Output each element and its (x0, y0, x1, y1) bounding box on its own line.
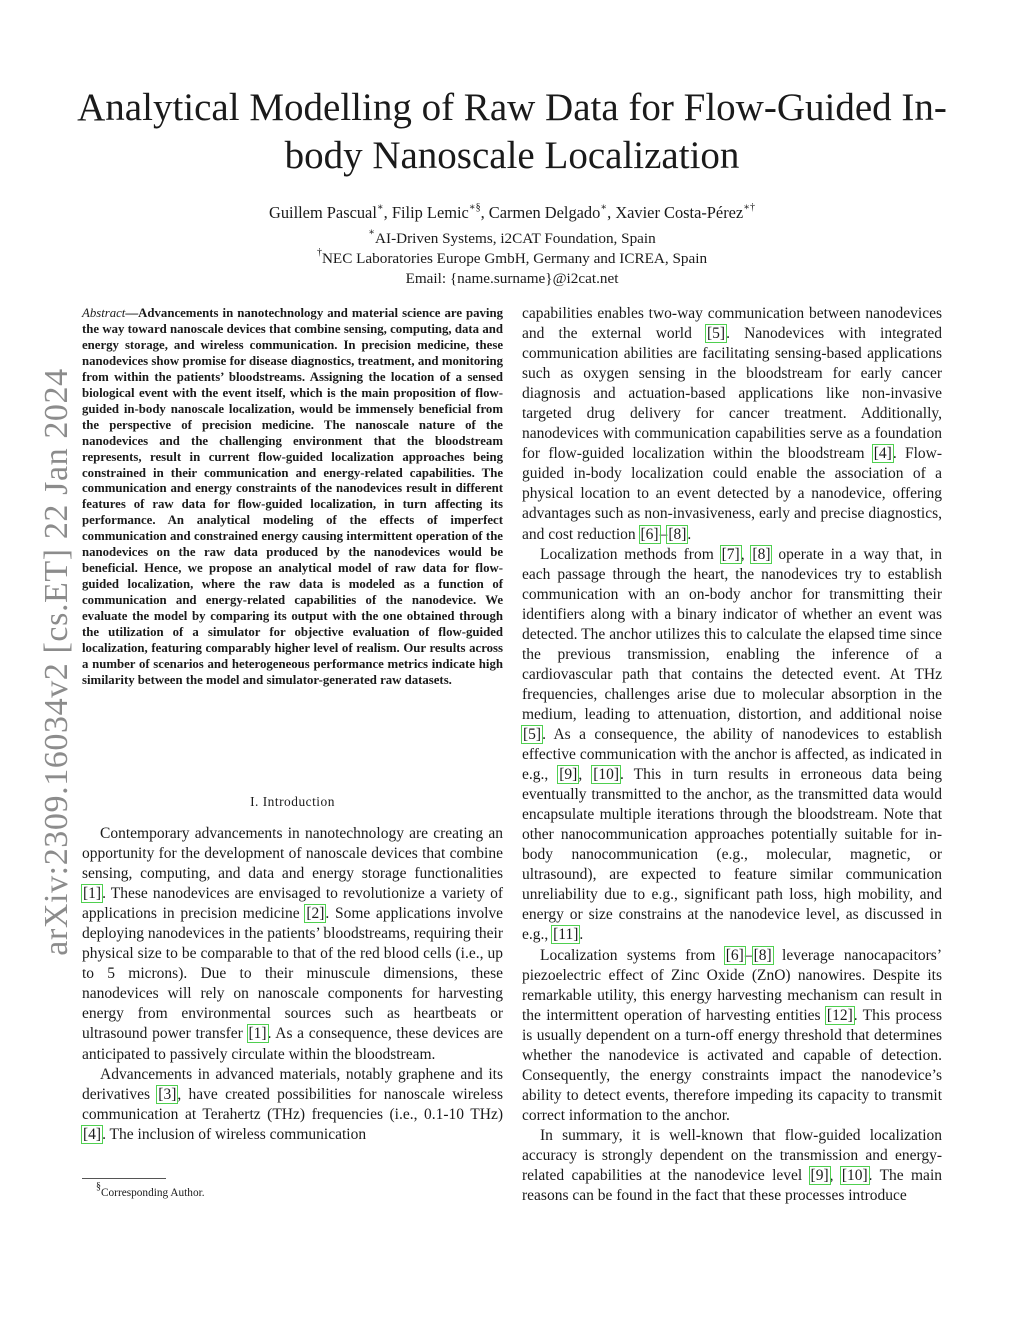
text-run: operate in a way that, in each passage through the heart, the nanodevices try to establish communication with an on-body anchor for transmitting their identifiers along with a binary indicator of whether an event was detected. The anchor utilizes this to calculate the elapsed time since the previous transmission, enabling the inference of a cardiovascular path that contains the detected event. At THz frequencies, challenges arise due to molecular absorption in the medium, leading to attenuation, distortion, and additional noise (522, 545, 943, 723)
author-list (40, 202, 984, 224)
footnote-mark: § (96, 1181, 101, 1193)
paragraph (522, 545, 942, 946)
text-run: , (578, 766, 593, 784)
citation-link[interactable]: [6] (725, 946, 744, 964)
contact-email: Email: {name.surname}@i2cat.net (405, 270, 619, 287)
citation-link[interactable]: [1] (248, 1025, 267, 1043)
author-name: , Carmen Delgado (480, 203, 601, 222)
citation-link[interactable]: [1] (83, 885, 102, 903)
text-run: . Flow-guided in-body localization could enable the association of a physical location to an event detected by a nanodevice, offering advantages such as non-invasiveness, early and precise diagnostics, and cost reduction (522, 445, 942, 543)
citation-link[interactable]: [4] (83, 1125, 102, 1143)
citation-link[interactable]: [11] (553, 926, 579, 944)
citation-link[interactable]: [5] (707, 325, 726, 343)
affiliation-text: NEC Laboratories Europe GmbH, Germany and ICREA, Spain (321, 250, 708, 267)
citation-link[interactable]: [9] (810, 1167, 829, 1185)
affiliation-2 (40, 246, 984, 269)
citation-link[interactable]: [8] (668, 525, 687, 543)
text-run: , (740, 545, 752, 563)
text-run: . This process is usually dependent on a turn-off energy threshold that determines whether the nanodevice is activated and capable of detection. Consequently, the energy constraints impact the nanodevice’s ability to detect events, therefore impeding its capacity to transmit correct information to the anchor. (522, 1006, 942, 1124)
text-run: – (659, 525, 668, 543)
text-run: . As a consequence, the ability of nanodevices to establish effective communication with the anchor is affected, as indicated in e.g., (522, 725, 942, 784)
abstract-text: —Advancements in nanotechnology and material science are paving the way toward nanoscale devices that combine sensing, computing, data and energy storage, and wireless communication. In precision medicine, these nanodevices show promise for disease diagnostics, treatment, and monitoring from within the patients’ bloodstreams. Assigning the location of a sensed biological event with the event itself, which is the main proposition of flow-guided in-body nanoscale localization, would be immensely beneficial from the perspective of precision medicine. The nanoscale nature of the nanodevices and the challenging environment that the bloodstream represents, result in current flow-guided localization approaches being constrained in their communication and energy-related capabilities. The communication and energy constraints of the nanodevices result in different features of raw data for flow-guided localization, in turn affecting its performance. An analytical modeling of the effects of imperfect communication and constrained energy causing intermittent operation of the nanodevices on the raw data produced by the nanodevices would be beneficial. Hence, we propose an analytical model of raw data for flow-guided localization, where the raw data is modeled as a function of communication and energy-related capabilities of the nanodevice. We evaluate the model by comparing its output with the one obtained through the utilization of a simulator for objective evaluation of flow-guided localization, featuring comparably higher level of realism. Our results across a number of scenarios and heterogeneous performance metrics indicate high similarity between the model and simulator-generated raw datasets. (82, 306, 503, 687)
abstract-label: Abstract (82, 306, 126, 320)
author-name: , Xavier Costa-Pérez (607, 203, 744, 222)
citation-link[interactable]: [3] (158, 1085, 177, 1103)
author-name: Guillem Pascual (268, 203, 377, 222)
text-run: Contemporary advancements in nanotechnology are creating an opportunity for the development of nanoscale devices that combine sensing, computing, and data and energy storage functionalities (82, 825, 503, 883)
text-run: capabilities enables two-way communication between nanodevices and the external world (522, 305, 942, 343)
text-run: . Some applications involve deploying nanodevices in the patients’ bloodstreams, requiring their physical size to be comparable to that of the red blood cells (i.e., up to 5 microns). Due to their minuscule dimensions, these nanodevices will rely on nanoscale components for harvesting energy from environmental sources such as heartbeats or ultrasound power transfer (82, 905, 504, 1043)
text-run: . This in turn results in erroneous data being eventually transmitted to the anchor, as the transmitted data would encapsulate multiple iterations through the bloodstream. Note that other nanocommunication approaches potentially suitable for in-body nanocommunication (e.g., molecular, magnetic, or ultrasound), are expected to feature similar communication unreliability due to e.g., significant path loss, high mobility, and energy or size constrains at the nanodevice level, as discussed in e.g., (522, 766, 942, 944)
citation-link[interactable]: [4] (873, 445, 892, 463)
right-column (522, 304, 942, 1206)
text-run: Localization systems from (540, 946, 725, 964)
text-run: . The main reasons can be found in the fact that these processes introduce (522, 1167, 942, 1205)
section-heading: I. Introduction (250, 794, 335, 809)
citation-link[interactable]: [2] (306, 905, 325, 923)
text-run: – (744, 946, 753, 964)
footnote (82, 1181, 503, 1200)
introduction-column (82, 824, 503, 1145)
citation-link[interactable]: [12] (826, 1006, 853, 1024)
text-run: Localization methods from (540, 545, 721, 563)
affiliation-mark: ∗ (600, 201, 608, 213)
citation-link[interactable]: [10] (593, 766, 620, 784)
text-run: Advancements in advanced materials, notably graphene and its derivatives (82, 1065, 503, 1103)
footnote-text: Corresponding Author. (101, 1187, 205, 1199)
affiliation-mark: ∗ (376, 201, 384, 213)
text-run: . (579, 926, 584, 944)
paragraph (522, 946, 942, 1126)
citation-link[interactable]: [5] (523, 725, 542, 743)
affiliation-mark: ∗† (743, 201, 756, 213)
text-run: . The inclusion of wireless communication (102, 1125, 367, 1143)
citation-link[interactable]: [9] (559, 766, 578, 784)
citation-link[interactable]: [10] (841, 1167, 868, 1185)
affiliation-mark: ∗ (368, 226, 376, 238)
text-run: , have created possibilities for nanoscale wireless communication at Terahertz (THz) frequencies (i.e., 0.1-10 THz) (82, 1085, 503, 1123)
text-run: , (829, 1167, 841, 1185)
text-run: . Nanodevices with integrated communication abilities are facilitating sensing-based applications such as oxygen sensing in the bloodstream for early cancer diagnosis and actuation-based applications like non-invasive targeted drug delivery for cancer treatment. Additionally, nanodevices with communication capabilities serve as a foundation for flow-guided localization within the bloodstream (522, 325, 943, 463)
citation-link[interactable]: [8] (753, 946, 772, 964)
paragraph (522, 1126, 942, 1206)
paragraph (82, 824, 503, 1065)
citation-link[interactable]: [7] (721, 545, 740, 563)
affiliation-1 (40, 226, 984, 249)
text-run: . (687, 525, 692, 543)
footnote-divider (82, 1178, 166, 1179)
citation-link[interactable]: [6] (640, 525, 659, 543)
abstract (82, 306, 503, 689)
citation-link[interactable]: [8] (752, 545, 771, 563)
affiliation-mark: † (316, 246, 322, 258)
arxiv-identifier: arXiv:2309.16034v2 [cs.ET] 22 Jan 2024 (38, 368, 75, 956)
paragraph (522, 304, 942, 545)
text-run: In summary, it is well-known that flow-guided localization accuracy is strongly dependent on the transmission and energy-related capabilities at the nanodevice level (522, 1126, 942, 1185)
text-run: . As a consequence, these devices are anticipated to passively circulate within the bloodstream. (82, 1025, 503, 1063)
paper-title: Analytical Modelling of Raw Data for Flow-Guided In-body Nanoscale Localization (77, 86, 947, 177)
affiliation-mark: ∗§ (468, 201, 481, 213)
author-name: , Filip Lemic (383, 203, 469, 222)
text-run: . These nanodevices are envisaged to revolutionize a variety of applications in precision medicine (82, 885, 503, 923)
text-run: leverage nanocapacitors’ piezoelectric effect of Zinc Oxide (ZnO) nanowires. Despite its remarkable utility, this energy harvesting mechanism can result in the intermittent operation of harvesting entities (522, 946, 942, 1024)
paragraph (82, 1065, 503, 1145)
affiliation-text: AI-Driven Systems, i2CAT Foundation, Spain (375, 230, 656, 247)
